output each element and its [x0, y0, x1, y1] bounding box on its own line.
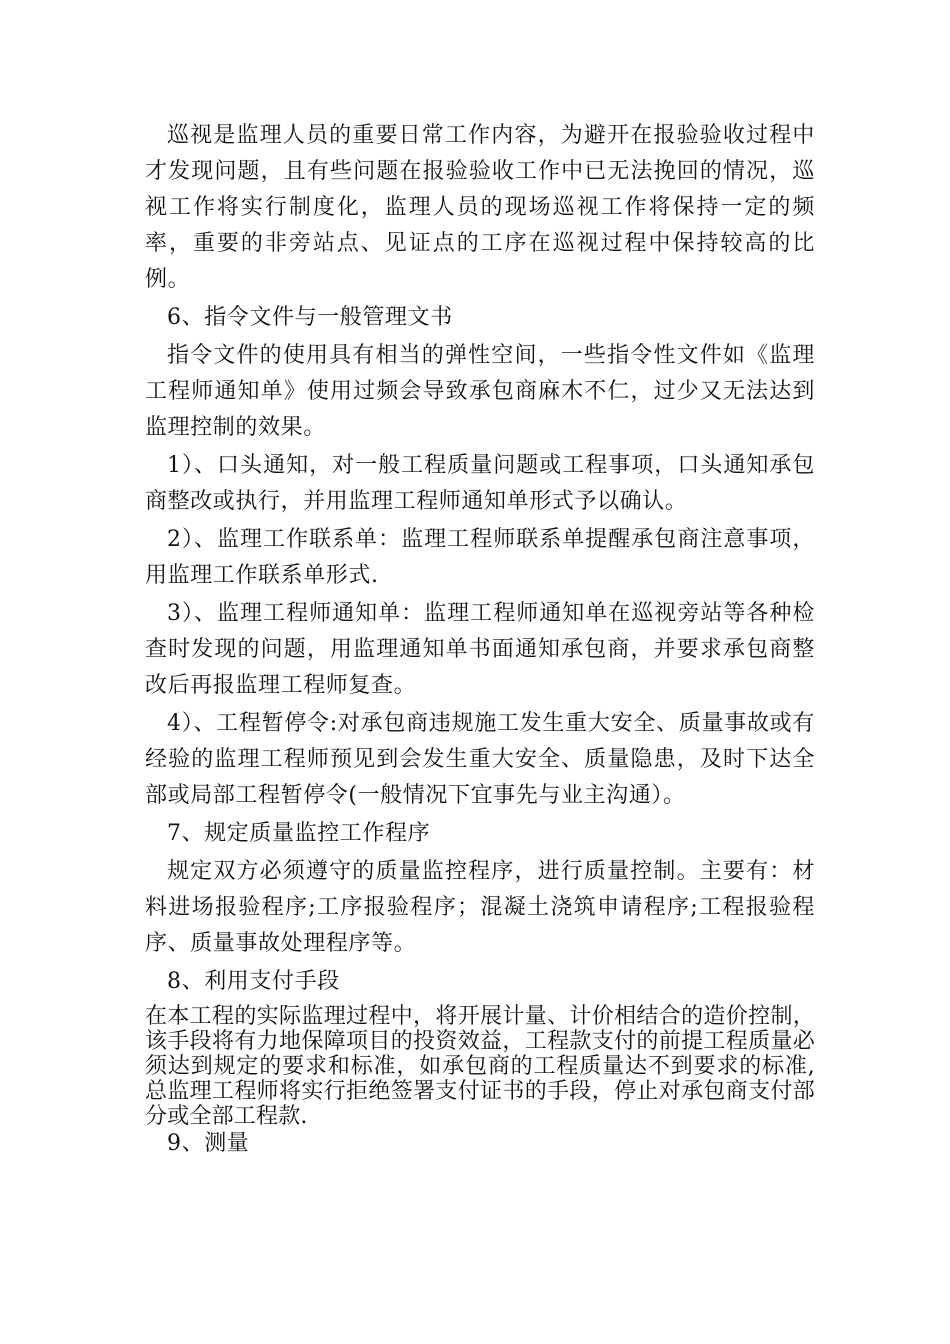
paragraph-quality-procedures: 规定双方必须遵守的质量监控程序，进行质量控制。主要有：材料进场报验程序;工序报验程序；混凝土浇筑申请程序;工程报验程序、质量事故处理程序等。: [145, 859, 815, 956]
section-heading-8: 8、利用支付手段: [167, 969, 340, 994]
section-heading-7: 7、规定质量监控工作程序: [167, 821, 431, 846]
section-heading-9: 9、测量: [167, 1131, 250, 1156]
section-heading-6: 6、指令文件与一般管理文书: [167, 305, 453, 330]
paragraph-item-2: 2）、监理工作联系单：监理工程师联系单提醒承包商注意事项，用监理工作联系单形式.: [145, 527, 815, 588]
paragraph-item-3: 3）、监理工程师通知单：监理工程师通知单在巡视旁站等各种检查时发现的问题，用监理通知单书面通知承包商，并要求承包商整改后再报监理工程师复查。: [145, 601, 815, 698]
paragraph-instruction-docs: 指令文件的使用具有相当的弹性空间，一些指令性文件如《监理工程师通知单》使用过频会导致承包商麻木不仁，过少又无法达到监理控制的效果。: [145, 343, 815, 440]
paragraph-payment: 在本工程的实际监理过程中，将开展计量、计价相结合的造价控制，该手段将有力地保障项目的投资效益，工程款支付的前提工程质量必须达到规定的要求和标准，如承包商的工程质量达不到要求的标准,总监理工程师将实行拒绝签署支付证书的手段，停止对承包商支付部分或全部工程款.: [145, 1004, 815, 1129]
paragraph-item-1: 1）、口头通知，对一般工程质量问题或工程事项，口头通知承包商整改或执行，并用监理工程师通知单形式予以确认。: [145, 453, 815, 514]
paragraph-inspection: 巡视是监理人员的重要日常工作内容，为避开在报验验收过程中才发现问题，且有些问题在报验验收工作中已无法挽回的情况，巡视工作将实行制度化，监理人员的现场巡视工作将保持一定的频率，重要的非旁站点、见证点的工序在巡视过程中保持较高的比例。: [145, 123, 815, 292]
paragraph-item-4: 4）、工程暂停令:对承包商违规施工发生重大安全、质量事故或有经验的监理工程师预见到会发生重大安全、质量隐患，及时下达全部或局部工程暂停令(一般情况下宜事先与业主沟通）。: [145, 711, 815, 808]
document-body: [145, 118, 815, 1159]
